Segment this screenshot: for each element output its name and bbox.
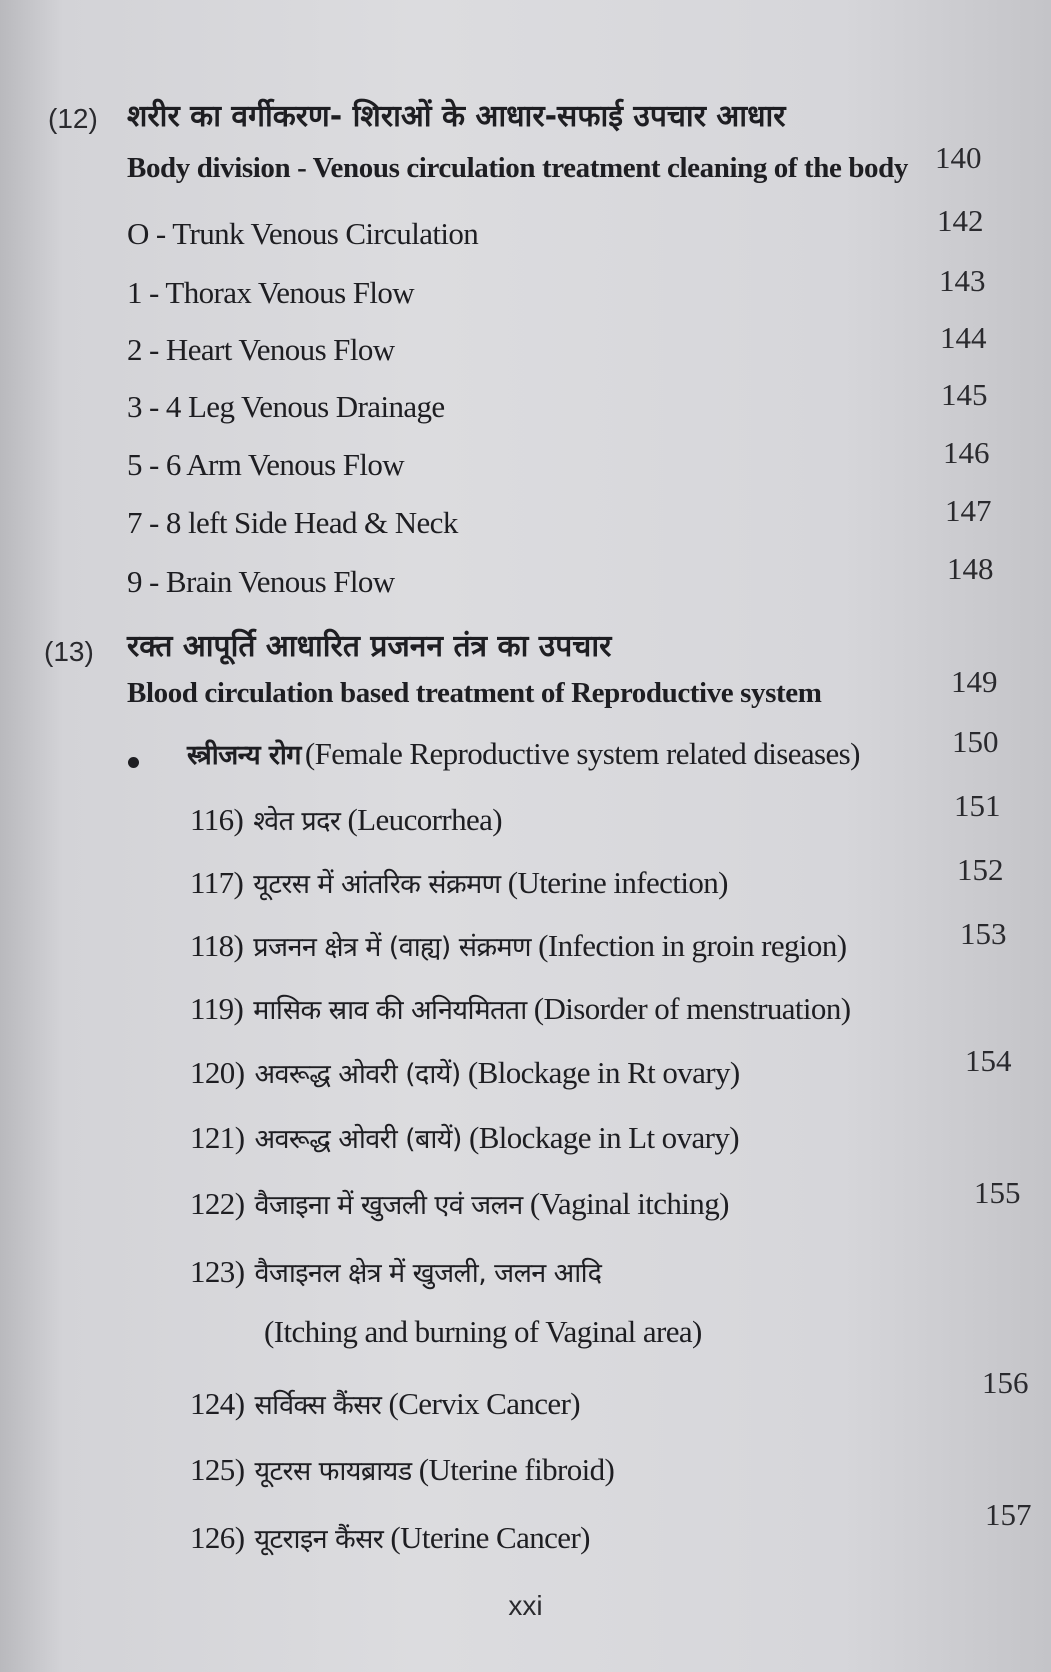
page-number: 147 xyxy=(945,493,992,528)
section-13-number: (13) xyxy=(44,636,94,667)
toc-item: 125) यूटरस फायब्रायड (Uterine fibroid) xyxy=(190,1452,615,1487)
toc-item: 126) यूटराइन कैंसर (Uterine Cancer) xyxy=(190,1520,590,1555)
page-number: 153 xyxy=(960,916,1007,951)
category-english-label: (Female Reproductive system related diseases) xyxy=(304,736,860,771)
toc-item: 117) यूटरस में आंतरिक संक्रमण (Uterine infection) xyxy=(190,865,728,900)
toc-item: 121) अवरूद्ध ओवरी (बायें) (Blockage in Lt ovary) xyxy=(190,1120,739,1155)
bullet-icon xyxy=(128,757,139,768)
toc-item: 119) मासिक स्राव की अनियमितता (Disorder of menstruation) xyxy=(190,991,851,1026)
section-13-english-title: Blood circulation based treatment of Reproductive system xyxy=(127,677,822,709)
section-13-hindi-title: रक्त आपूर्ति आधारित प्रजनन तंत्र का उपचार xyxy=(127,629,612,664)
page-number: 151 xyxy=(954,788,1001,823)
page-number: 143 xyxy=(939,263,986,298)
page-number: 145 xyxy=(941,377,988,412)
page-number: 152 xyxy=(957,852,1004,887)
page-number: 142 xyxy=(937,203,984,238)
toc-entry: 5 - 6 Arm Venous Flow xyxy=(127,447,405,482)
page-folio: xxi xyxy=(508,1590,543,1621)
page-number: 144 xyxy=(940,320,987,355)
toc-entry: O - Trunk Venous Circulation xyxy=(127,216,479,251)
toc-item: 123) वैजाइनल क्षेत्र में खुजली, जलन आदि xyxy=(190,1254,602,1289)
toc-item: 120) अवरूद्ध ओवरी (दायें) (Blockage in Rt ovary) xyxy=(190,1055,740,1090)
page-number: 140 xyxy=(935,140,982,175)
section-12-hindi-title: शरीर का वर्गीकरण- शिराओं के आधार-सफाई उपचार आधार xyxy=(127,99,786,134)
page-number: 154 xyxy=(965,1043,1012,1078)
toc-item: 118) प्रजनन क्षेत्र में (वाह्य) संक्रमण (Infection in groin region) xyxy=(190,928,847,963)
toc-entry: 1 - Thorax Venous Flow xyxy=(127,275,415,310)
page-number: 157 xyxy=(985,1497,1032,1532)
page-number: 148 xyxy=(947,551,994,586)
toc-item: 116) श्वेत प्रदर (Leucorrhea) xyxy=(190,802,503,837)
page-number: 146 xyxy=(943,435,990,470)
page-number: 149 xyxy=(951,664,998,699)
toc-entry: 9 - Brain Venous Flow xyxy=(127,564,395,599)
toc-entry: 3 - 4 Leg Venous Drainage xyxy=(127,389,445,424)
toc-item: 122) वैजाइना में खुजली एवं जलन (Vaginal itching) xyxy=(190,1186,729,1221)
toc-entry: 2 - Heart Venous Flow xyxy=(127,332,395,367)
toc-item: 124) सर्विक्स कैंसर (Cervix Cancer) xyxy=(190,1386,581,1421)
section-12-number: (12) xyxy=(48,103,98,134)
toc-entry: 7 - 8 left Side Head & Neck xyxy=(127,505,458,540)
category-hindi-label: स्त्रीजन्य रोग xyxy=(187,740,301,771)
section-12-english-title: Body division - Venous circulation treatment cleaning of the body xyxy=(127,152,908,184)
page-number: 155 xyxy=(974,1175,1021,1210)
page-number: 150 xyxy=(952,724,999,759)
toc-entry-female-reproductive xyxy=(187,735,860,772)
page-number: 156 xyxy=(982,1365,1029,1400)
toc-item-continuation: (Itching and burning of Vaginal area) xyxy=(264,1314,702,1349)
